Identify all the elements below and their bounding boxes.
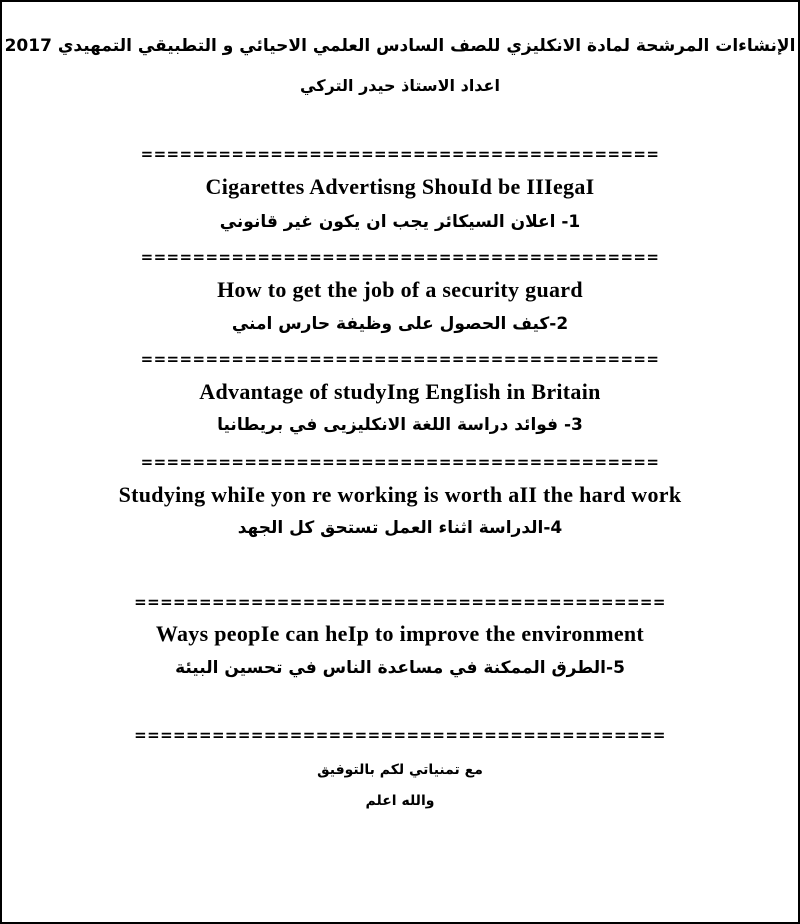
separator-2: ======================================== xyxy=(140,248,660,266)
closing-wishes: مع تمنياتي لكم بالتوفيق xyxy=(317,762,483,778)
topic-4-arabic: 4-الدراسة اثناء العمل تستحق كل الجهد xyxy=(237,518,563,538)
document-title: الإنشاءات المرشحة لمادة الانكليزي للصف السادس العلمي الاحيائي و التطبيقي التمهيدي 2017 xyxy=(4,36,796,56)
topic-5-arabic: 5-الطرق الممكنة في مساعدة الناس في تحسين البيئة xyxy=(175,658,625,678)
separator-6: ========================================= xyxy=(134,726,666,744)
separator-4: ======================================== xyxy=(140,453,660,471)
topic-1-english: Cigarettes Advertisng ShouId be IIIegaI xyxy=(205,174,595,199)
closing-god-knows: والله اعلم xyxy=(365,793,435,809)
topic-1-arabic: 1- اعلان السيكائر يجب ان يكون غير قانوني xyxy=(219,212,581,232)
topic-3-english: Advantage of studyIng EngIish in Britain xyxy=(199,379,601,404)
separator-3: ======================================== xyxy=(140,350,660,368)
separator-5: ========================================= xyxy=(134,593,666,611)
topic-5-english: Ways peopIe can heIp to improve the environment xyxy=(155,621,645,646)
separator-1: ======================================== xyxy=(140,145,660,163)
topic-4-english: Studying whiIe yon re working is worth aII the hard work xyxy=(118,482,682,507)
author-line: اعداد الاستاذ حيدر التركي xyxy=(300,76,500,95)
topic-2-arabic: 2-كيف الحصول على وظيفة حارس امني xyxy=(231,314,569,334)
topic-3-arabic: 3- فوائد دراسة اللغة الانكليزيى في بريطانيا xyxy=(217,415,583,435)
topic-2-english: How to get the job of a security guard xyxy=(217,277,583,302)
